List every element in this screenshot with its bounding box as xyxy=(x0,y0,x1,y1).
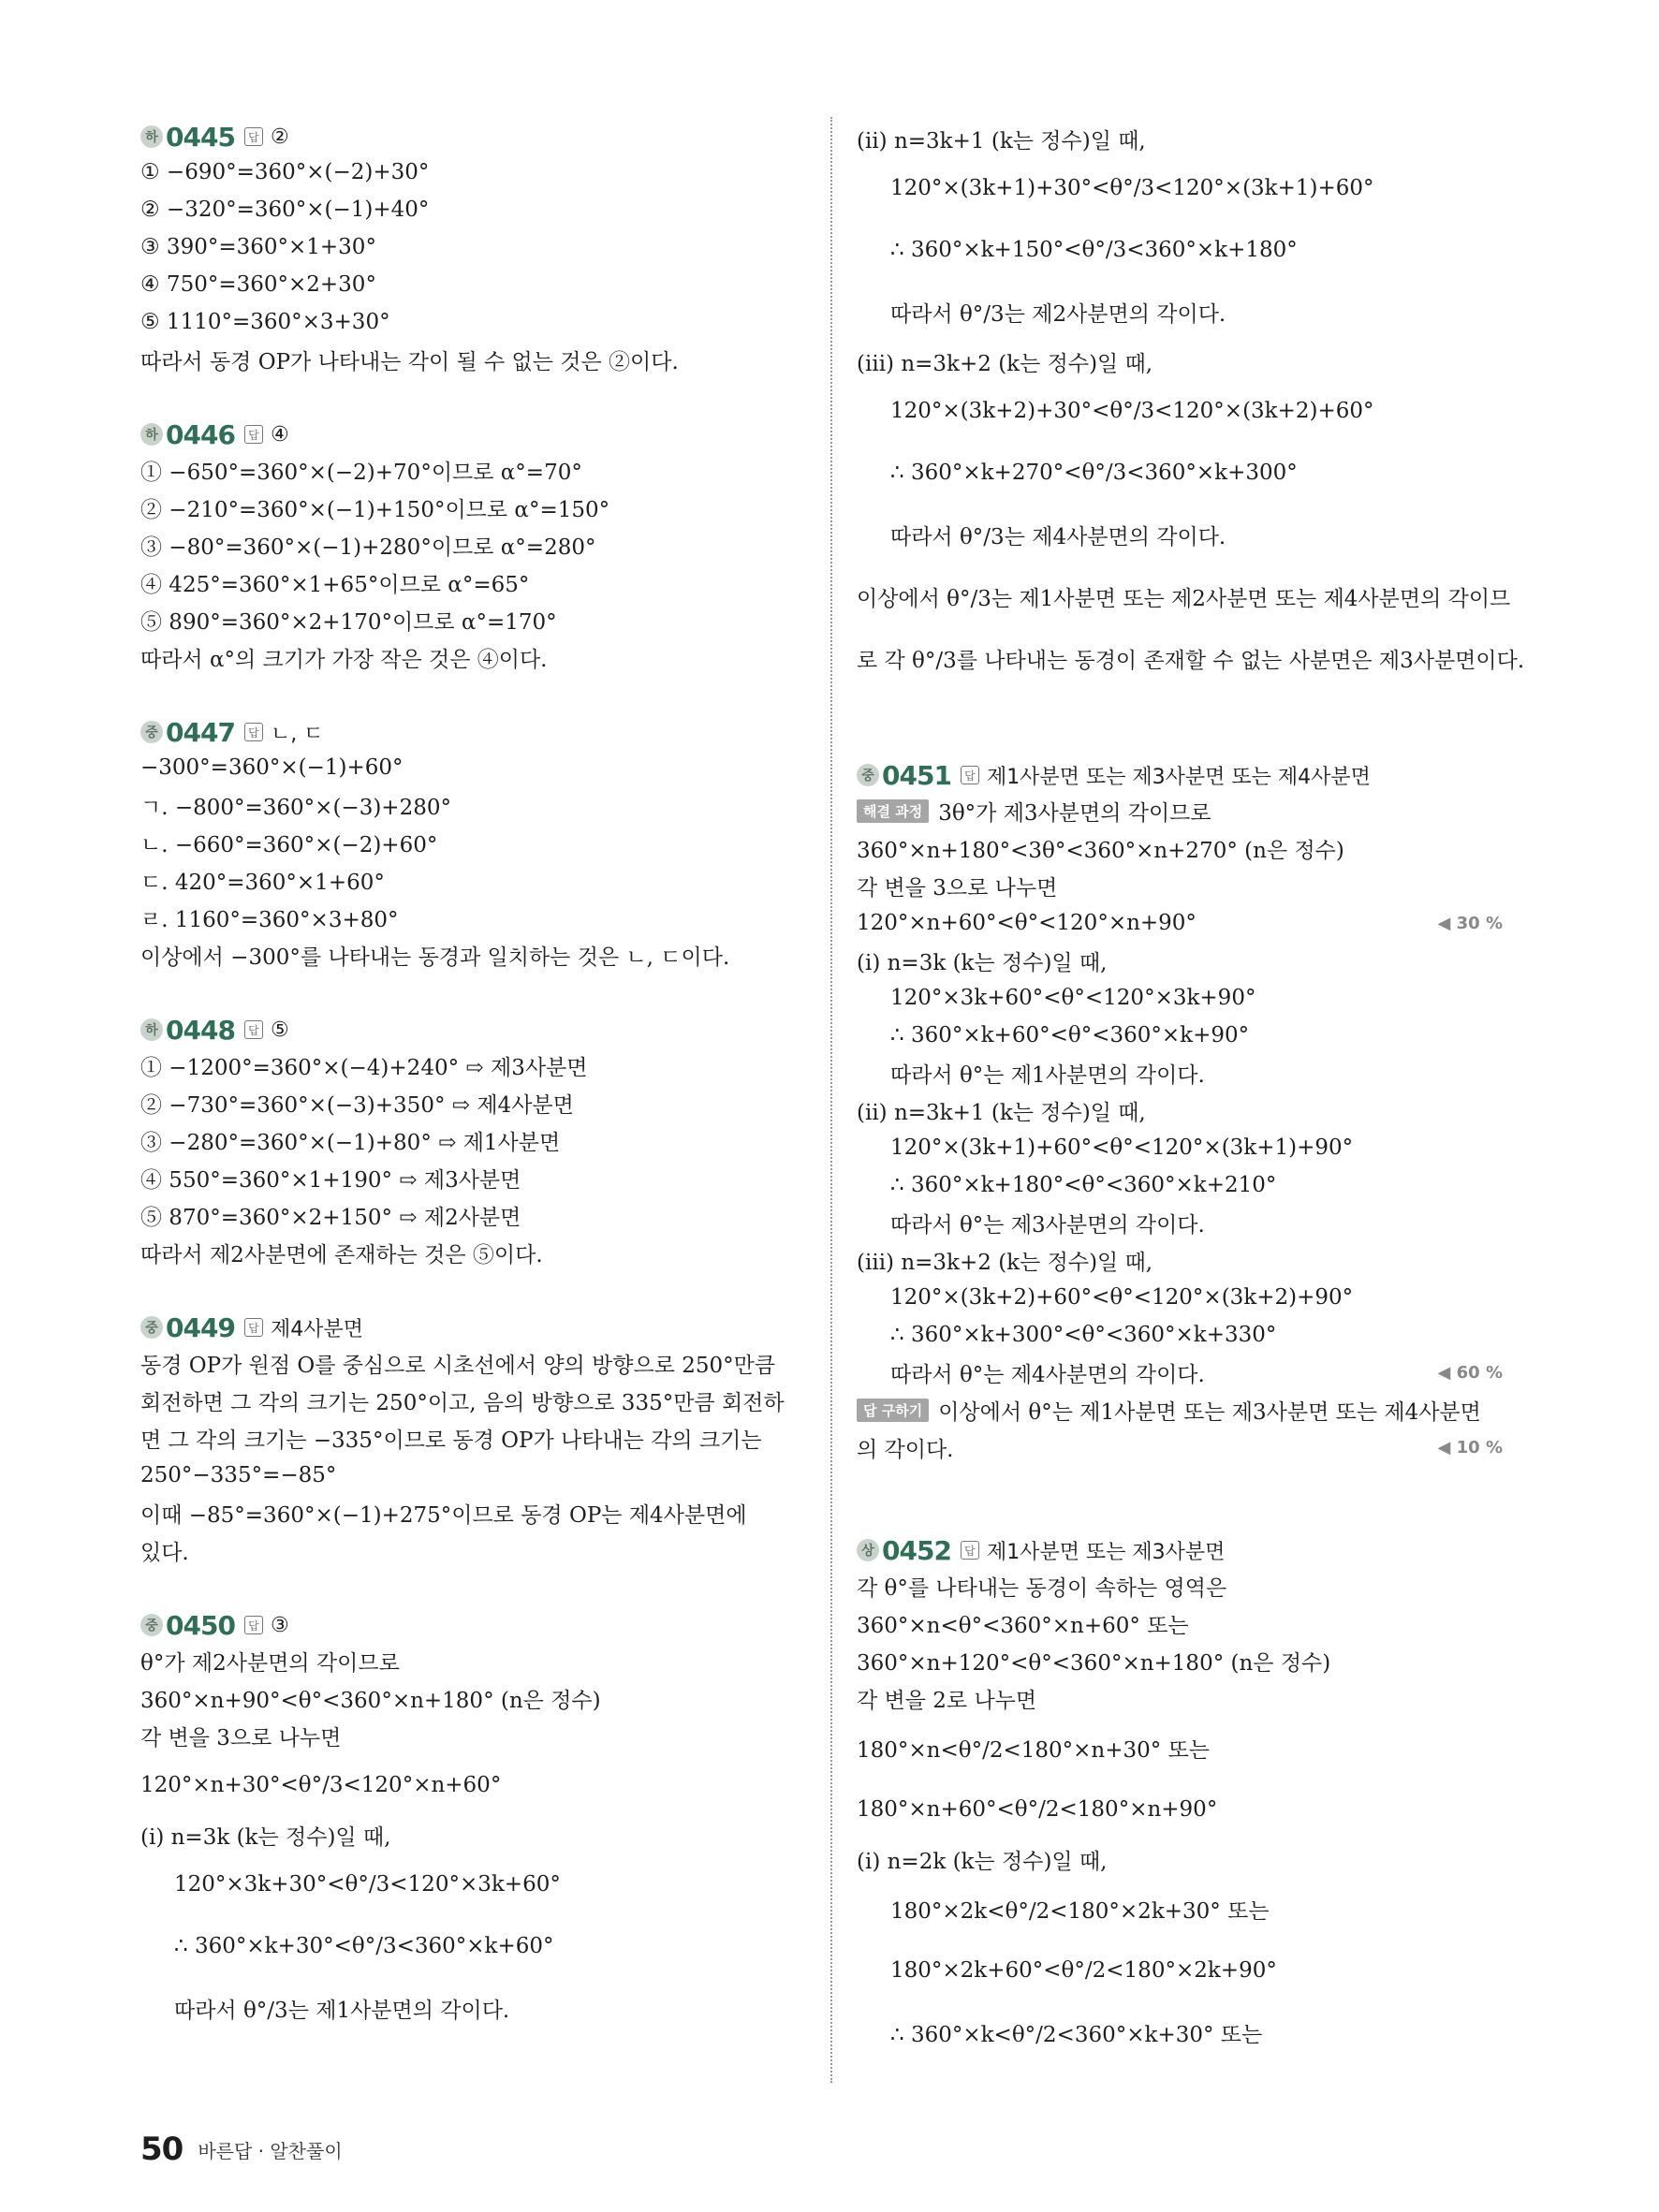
solution-line: 따라서 제2사분면에 존재하는 것은 ⑤이다. xyxy=(140,1242,543,1267)
problem-0449 xyxy=(140,1311,796,1569)
solution-line: ∴ 360°×k+150°<θ°/3<360°×k+180° xyxy=(890,238,1298,262)
solution-line: ∴ 360°×k<θ°/2<360°×k+30° 또는 xyxy=(890,2022,1263,2047)
difficulty-badge: 하 xyxy=(140,1018,163,1041)
answer-value: ③ xyxy=(270,1613,289,1637)
answer-mark-icon: 답 xyxy=(244,1020,263,1039)
solution-line: 로 각 θ°/3를 나타내는 동경이 존재할 수 없는 사분면은 제3사분면이다. xyxy=(857,648,1525,673)
solution-line: ② −320°=360°×(−1)+40° xyxy=(140,198,430,222)
solution-line: 따라서 θ°는 제3사분면의 각이다. xyxy=(890,1212,1205,1238)
solution-line: 이상에서 −300°를 나타내는 동경과 일치하는 것은 ㄴ, ㄷ이다. xyxy=(140,945,730,970)
solution-line: ⑤ 1110°=360°×3+30° xyxy=(140,310,390,334)
solution-line: ∴ 360°×k+180°<θ°<360°×k+210° xyxy=(890,1173,1277,1197)
difficulty-badge: 중 xyxy=(140,1316,163,1339)
solution-line xyxy=(857,1391,1512,1428)
solution-line: 따라서 θ°는 제1사분면의 각이다. xyxy=(890,1062,1205,1088)
answer-value: ㄴ, ㄷ xyxy=(270,722,324,746)
solution-line: 따라서 θ°/3는 제1사분면의 각이다. xyxy=(174,1998,510,2023)
solution-line xyxy=(857,904,1512,942)
problem-number: 0446 xyxy=(166,418,235,450)
solution-line: (ⅲ) n=3k+2 (k는 정수)일 때, xyxy=(857,351,1153,376)
solution-line: ② −210°=360°×(−1)+150°이므로 α°=150° xyxy=(140,497,610,522)
page-number: 50 xyxy=(140,2131,184,2168)
solution-line: 회전하면 그 각의 크기는 250°이고, 음의 방향으로 335°만큼 회전하 xyxy=(140,1390,785,1415)
solution-line: (ⅰ) n=3k (k는 정수)일 때, xyxy=(140,1824,391,1850)
problem-number: 0450 xyxy=(166,1609,235,1641)
solution-line: ① −650°=360°×(−2)+70°이므로 α°=70° xyxy=(140,460,582,485)
solution-line: ㄹ. 1160°=360°×3+80° xyxy=(140,907,399,932)
line-text: 의 각이다. xyxy=(857,1437,954,1462)
answer-mark-icon: 답 xyxy=(244,723,263,741)
solution-line: 동경 OP가 원점 O를 중심으로 시초선에서 양의 방향으로 250°만큼 xyxy=(140,1353,776,1378)
solution-line: 360°×n+180°<3θ°<360°×n+270° (n은 정수) xyxy=(857,838,1344,863)
solution-line xyxy=(857,1354,1512,1391)
solution-line: 각 변을 3으로 나누면 xyxy=(857,875,1058,901)
solution-line: (ⅲ) n=3k+2 (k는 정수)일 때, xyxy=(857,1250,1153,1275)
solution-line: ① −1200°=360°×(−4)+240° ⇨ 제3사분면 xyxy=(140,1055,588,1080)
answer-mark-icon: 답 xyxy=(244,1616,263,1634)
problem-0448 xyxy=(140,1013,796,1271)
problem-header xyxy=(140,417,796,451)
solution-line: 360°×n<θ°<360°×n+60° 또는 xyxy=(857,1613,1189,1638)
solution-line: 250°−335°=−85° xyxy=(140,1463,337,1487)
column-divider xyxy=(830,117,832,2083)
solution-line: 각 변을 3으로 나누면 xyxy=(140,1725,342,1751)
difficulty-badge: 상 xyxy=(857,1539,879,1561)
problem-number: 0448 xyxy=(166,1014,235,1046)
answer-mark-icon: 답 xyxy=(961,766,979,784)
solution-line: θ°가 제2사분면의 각이므로 xyxy=(140,1650,400,1676)
difficulty-badge: 하 xyxy=(140,125,163,148)
solution-line: ① −690°=360°×(−2)+30° xyxy=(140,160,430,184)
step-tag-solving: 해결 과정 xyxy=(857,799,929,823)
answer-value: 제1사분면 또는 제3사분면 또는 제4사분면 xyxy=(986,765,1371,789)
line-text: 3θ°가 제3사분면의 각이므로 xyxy=(938,800,1211,826)
solution-line: 따라서 θ°/3는 제2사분면의 각이다. xyxy=(890,301,1226,327)
solution-line: 따라서 α°의 크기가 가장 작은 것은 ④이다. xyxy=(140,647,548,672)
score-percent: ◀ 10 % xyxy=(1437,1437,1503,1458)
step-tag-answer: 답 구하기 xyxy=(857,1399,929,1422)
solution-line: ② −730°=360°×(−3)+350° ⇨ 제4사분면 xyxy=(140,1092,574,1118)
answer-mark-icon: 답 xyxy=(961,1541,979,1560)
problem-0450 xyxy=(140,1608,796,2039)
problem-header xyxy=(140,715,796,749)
solution-line: ∴ 360°×k+270°<θ°/3<360°×k+300° xyxy=(890,461,1298,485)
problem-number: 0451 xyxy=(882,759,951,791)
solution-line: 180°×n+60°<θ°/2<180°×n+90° xyxy=(857,1797,1218,1822)
solution-line: 따라서 동경 OP가 나타내는 각이 될 수 없는 것은 ②이다. xyxy=(140,349,679,374)
problem-number: 0447 xyxy=(166,716,235,748)
score-percent: ◀ 30 % xyxy=(1437,913,1503,933)
answer-value: ⑤ xyxy=(270,1018,289,1042)
solution-line: ④ 425°=360°×1+65°이므로 α°=65° xyxy=(140,572,530,597)
answer-value: ② xyxy=(270,125,289,149)
solution-line: 120°×(3k+2)+60°<θ°<120°×(3k+2)+90° xyxy=(890,1285,1354,1310)
solution-line: 360°×n+90°<θ°<360°×n+180° (n은 정수) xyxy=(140,1688,601,1713)
solution-line: 면 그 각의 크기는 −335°이므로 동경 OP가 나타내는 각의 크기는 xyxy=(140,1428,762,1453)
problem-0445 xyxy=(140,120,796,378)
solution-line: 360°×n+120°<θ°<360°×n+180° (n은 정수) xyxy=(857,1650,1331,1676)
difficulty-badge: 중 xyxy=(857,764,879,786)
solution-line: 있다. xyxy=(140,1540,189,1565)
solution-line: (ⅱ) n=3k+1 (k는 정수)일 때, xyxy=(857,128,1146,154)
solution-line: ∴ 360°×k+60°<θ°<360°×k+90° xyxy=(890,1023,1250,1047)
score-percent: ◀ 60 % xyxy=(1437,1362,1503,1383)
problem-number: 0445 xyxy=(166,121,235,153)
answer-value: 제4사분면 xyxy=(270,1317,363,1341)
solution-line xyxy=(857,792,1512,829)
solution-line: ∴ 360°×k+300°<θ°<360°×k+330° xyxy=(890,1323,1277,1347)
solution-line: ㄱ. −800°=360°×(−3)+280° xyxy=(140,795,451,820)
line-text: 이상에서 θ°는 제1사분면 또는 제3사분면 또는 제4사분면 xyxy=(938,1399,1481,1425)
solution-line: ㄷ. 420°=360°×1+60° xyxy=(140,870,385,895)
solution-line: ⑤ 870°=360°×2+150° ⇨ 제2사분면 xyxy=(140,1205,521,1230)
solution-line: ∴ 360°×k+30°<θ°/3<360°×k+60° xyxy=(174,1934,554,1958)
problem-number: 0449 xyxy=(166,1311,235,1343)
problem-0452 xyxy=(857,1533,1512,2063)
solution-line: ④ 550°=360°×1+190° ⇨ 제3사분면 xyxy=(140,1167,521,1193)
line-text: 120°×n+60°<θ°<120°×n+90° xyxy=(857,911,1197,935)
solution-line: (ⅱ) n=3k+1 (k는 정수)일 때, xyxy=(857,1100,1146,1125)
problem-0446 xyxy=(140,417,796,676)
problem-header xyxy=(140,1311,796,1344)
problem-0447 xyxy=(140,715,796,974)
answer-mark-icon: 답 xyxy=(244,425,263,444)
line-text: 따라서 θ°는 제4사분면의 각이다. xyxy=(890,1362,1205,1387)
page-footer xyxy=(140,2131,343,2168)
solution-line: ㄴ. −660°=360°×(−2)+60° xyxy=(140,832,438,857)
answer-mark-icon: 답 xyxy=(244,127,263,146)
solution-line: 180°×n<θ°/2<180°×n+30° 또는 xyxy=(857,1737,1211,1763)
answer-mark-icon: 답 xyxy=(244,1318,263,1337)
solution-line: 따라서 θ°/3는 제4사분면의 각이다. xyxy=(890,524,1226,549)
solution-line: 180°×2k<θ°/2<180°×2k+30° 또는 xyxy=(890,1898,1270,1924)
solution-line: 120°×3k+60°<θ°<120°×3k+90° xyxy=(890,986,1256,1010)
problem-header xyxy=(140,1013,796,1047)
solution-line: 120°×(3k+1)+60°<θ°<120°×(3k+1)+90° xyxy=(890,1135,1354,1160)
problem-header xyxy=(857,1533,1512,1567)
solution-line xyxy=(857,1428,1512,1466)
difficulty-badge: 중 xyxy=(140,721,163,743)
problem-number: 0452 xyxy=(882,1534,951,1566)
answer-value: 제1사분면 또는 제3사분면 xyxy=(986,1540,1226,1564)
solution-line: 120°×3k+30°<θ°/3<120°×3k+60° xyxy=(174,1872,561,1897)
solution-line: −300°=360°×(−1)+60° xyxy=(140,755,404,780)
solution-line: 이상에서 θ°/3는 제1사분면 또는 제2사분면 또는 제4사분면의 각이므 xyxy=(857,586,1511,611)
problem-0450-continued xyxy=(857,120,1525,689)
book-section-label: 바른답 · 알찬풀이 xyxy=(198,2139,343,2162)
solution-line: (ⅰ) n=2k (k는 정수)일 때, xyxy=(857,1849,1108,1874)
solution-line: (ⅰ) n=3k (k는 정수)일 때, xyxy=(857,950,1108,975)
difficulty-badge: 중 xyxy=(140,1614,163,1636)
problem-header xyxy=(140,120,796,154)
solution-line: 120°×n+30°<θ°/3<120°×n+60° xyxy=(140,1773,502,1797)
problem-header xyxy=(140,1608,796,1642)
solution-line: 각 θ°를 나타내는 동경이 속하는 영역은 xyxy=(857,1575,1227,1601)
solution-line: ④ 750°=360°×2+30° xyxy=(140,272,376,297)
solution-line: 각 변을 2로 나누면 xyxy=(857,1688,1037,1713)
solution-line: 180°×2k+60°<θ°/2<180°×2k+90° xyxy=(890,1958,1277,1983)
answer-value: ④ xyxy=(270,422,289,447)
solution-line: ③ 390°=360°×1+30° xyxy=(140,235,376,259)
problem-header xyxy=(857,758,1512,792)
solution-line: ③ −280°=360°×(−1)+80° ⇨ 제1사분면 xyxy=(140,1130,561,1155)
solution-line: 120°×(3k+2)+30°<θ°/3<120°×(3k+2)+60° xyxy=(890,399,1374,423)
difficulty-badge: 하 xyxy=(140,423,163,446)
solution-line: ⑤ 890°=360°×2+170°이므로 α°=170° xyxy=(140,609,557,635)
problem-0451 xyxy=(857,758,1512,1466)
solution-line: 120°×(3k+1)+30°<θ°/3<120°×(3k+1)+60° xyxy=(890,176,1374,200)
solution-line: ③ −80°=360°×(−1)+280°이므로 α°=280° xyxy=(140,535,596,560)
solution-line: 이때 −85°=360°×(−1)+275°이므로 동경 OP는 제4사분면에 xyxy=(140,1502,747,1528)
